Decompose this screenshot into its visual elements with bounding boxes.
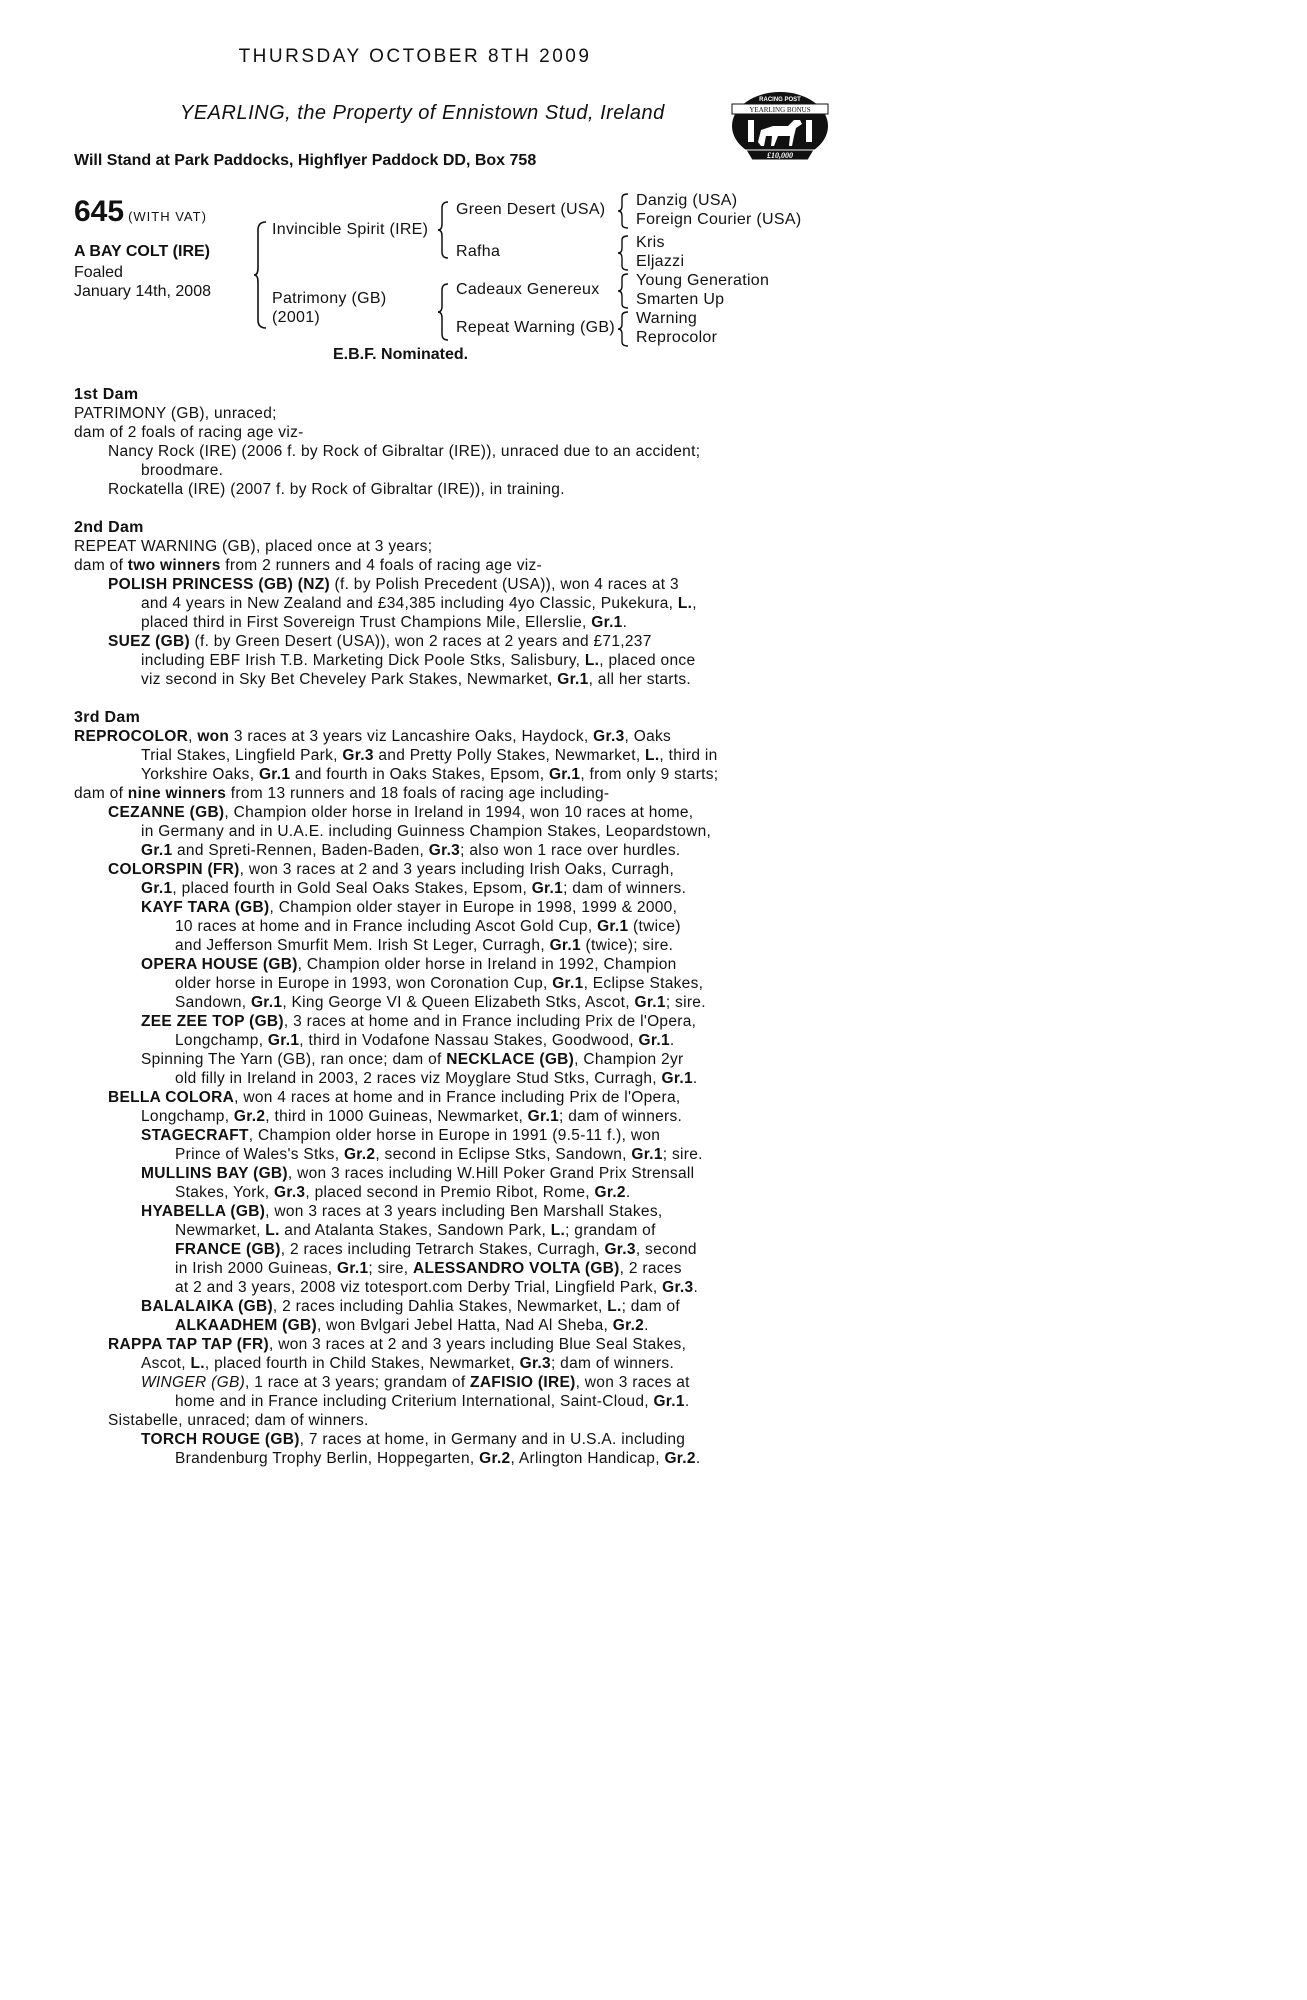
- text-run: , from only 9 starts;: [580, 766, 719, 783]
- text-run: , won 3 races at 2 and 3 years including Blue Seal Stakes,: [268, 1336, 687, 1353]
- text-run: (f. by Green Desert (USA)), won 2 races at 2 years and £71,237: [189, 633, 652, 650]
- horse-name: ZEE ZEE TOP (GB): [141, 1013, 284, 1030]
- text-run: .: [684, 1393, 690, 1410]
- sire-sire-dam: Foreign Courier (USA): [636, 211, 802, 228]
- text-run: Stakes, York,: [175, 1184, 274, 1201]
- horse-name: HYABELLA (GB): [141, 1203, 266, 1220]
- text-line: [74, 1031, 754, 1050]
- text-run: , second in Eclipse Stks, Sandown,: [375, 1146, 632, 1163]
- text-run: Gr.1: [634, 994, 666, 1011]
- dam-sire: Cadeaux Genereux: [456, 281, 600, 298]
- text-run: , Oaks: [624, 728, 672, 745]
- text-run: (twice): [628, 918, 681, 935]
- text-line: [74, 1297, 754, 1316]
- text-run: , third in Vodafone Nassau Stakes, Goodwood,: [299, 1032, 639, 1049]
- text-line: [74, 1354, 754, 1373]
- text-run: ; dam of winners.: [550, 1355, 675, 1372]
- text-run: placed third in First Sovereign Trust Champions Mile, Ellerslie,: [141, 614, 592, 631]
- text-run: ; dam of winners.: [563, 880, 687, 897]
- text-run: Gr.1: [527, 1108, 560, 1125]
- text-run: in Irish 2000 Guineas,: [175, 1260, 337, 1277]
- text-run: and fourth in Oaks Stakes, Epsom,: [290, 766, 549, 783]
- pedigree-brace-3b: [618, 234, 630, 272]
- text-run: at 2 and 3 years, 2008 viz totesport.com Derby Trial, Lingfield Park,: [175, 1279, 663, 1296]
- text-line: [74, 841, 754, 860]
- text-run: Prince of Wales's Stks,: [175, 1146, 344, 1163]
- foaled-info: [74, 263, 211, 301]
- text-line: [74, 670, 754, 689]
- text-line: broodmare.: [141, 462, 224, 479]
- text-run: and Pretty Polly Stakes, Newmarket,: [373, 747, 646, 764]
- text-run: Gr.1: [557, 671, 589, 688]
- text-run: .: [669, 1032, 675, 1049]
- horse-name: WINGER (GB): [141, 1374, 246, 1391]
- sire-dam: Rafha: [456, 243, 501, 260]
- yearling-bonus-badge: [728, 90, 832, 168]
- text-run: Yorkshire Oaks,: [141, 766, 259, 783]
- text-run: , third in: [659, 747, 718, 764]
- text-run: .: [693, 1279, 699, 1296]
- text-run: Gr.3: [604, 1241, 636, 1258]
- text-run: Gr.1: [549, 937, 581, 954]
- dam-sire-dam: Smarten Up: [636, 291, 725, 308]
- text-run: , Champion older horse in Ireland in 1994, won 10 races at home,: [224, 804, 694, 821]
- horse-name: RAPPA TAP TAP (FR): [108, 1336, 269, 1353]
- ebf-nominated: E.B.F. Nominated.: [333, 346, 469, 363]
- text-run: , Champion older horse in Europe in 1991 (9.5-11 f.), won: [248, 1127, 661, 1144]
- text-run: , placed fourth in Gold Seal Oaks Stakes, Epsom,: [172, 880, 532, 897]
- text-line: in Germany and in U.A.E. including Guinness Champion Stakes, Leopardstown,: [141, 823, 712, 840]
- text-run: , Eclipse Stakes,: [583, 975, 704, 992]
- text-line: [74, 1164, 754, 1183]
- text-run: Gr.2: [343, 1146, 376, 1163]
- pedigree-brace-3a: [618, 192, 630, 230]
- horse-name: FRANCE (GB): [175, 1241, 281, 1258]
- sire-sire: Green Desert (USA): [456, 201, 606, 218]
- text-line: [74, 917, 754, 936]
- text-run: Gr.1: [258, 766, 291, 783]
- horse-name: REPROCOLOR: [74, 728, 189, 745]
- text-run: L.: [677, 595, 693, 612]
- text-line: [74, 955, 754, 974]
- text-run: Gr.1: [141, 880, 173, 897]
- text-line: [74, 936, 754, 955]
- text-run: and Jefferson Smurfit Mem. Irish St Leger, Curragh,: [175, 937, 550, 954]
- text-line: [74, 594, 754, 613]
- dam-year: (2001): [272, 309, 321, 326]
- foaled-label: Foaled: [74, 264, 123, 281]
- text-run: Gr.1: [597, 918, 629, 935]
- text-run: home and in France including Criterium International, Saint-Cloud,: [175, 1393, 654, 1410]
- text-line: [74, 1240, 754, 1259]
- text-run: , all her starts.: [588, 671, 692, 688]
- text-run: L.: [265, 1222, 280, 1239]
- horse-name: STAGECRAFT: [141, 1127, 249, 1144]
- text-run: Gr.2: [664, 1450, 696, 1467]
- badge-ribbon-text: YEARLING BONUS: [749, 106, 811, 114]
- sale-subtitle: YEARLING, the Property of Ennistown Stud, Ireland: [180, 102, 665, 124]
- text-run: ; sire,: [368, 1260, 413, 1277]
- horse-name: POLISH PRINCESS (GB) (NZ): [108, 576, 330, 593]
- text-run: Gr.1: [250, 994, 283, 1011]
- text-line: [74, 1050, 754, 1069]
- badge-amount: £10,000: [767, 151, 793, 160]
- text-line: [74, 1069, 754, 1088]
- text-run: from 13 runners and 18 foals of racing age including-: [226, 785, 610, 802]
- text-run: Longchamp,: [175, 1032, 268, 1049]
- text-line: [74, 1373, 754, 1392]
- text-run: .: [695, 1450, 701, 1467]
- text-run: Trial Stakes, Lingfield Park,: [141, 747, 343, 764]
- text-run: including EBF Irish T.B. Marketing Dick Poole Stks, Salisbury,: [141, 652, 585, 669]
- text-run: .: [625, 1184, 631, 1201]
- text-line: [74, 1278, 754, 1297]
- badge-top-text: RACING POST: [759, 97, 801, 103]
- text-line: [74, 765, 754, 784]
- text-run: Gr.1: [141, 842, 173, 859]
- horse-name: TORCH ROUGE (GB): [141, 1431, 300, 1448]
- text-run: nine winners: [127, 785, 227, 802]
- third-dam-section: [74, 708, 754, 1468]
- text-line: [74, 746, 754, 765]
- text-line: REPEAT WARNING (GB), placed once at 3 years;: [74, 538, 433, 555]
- text-run: .: [692, 1070, 698, 1087]
- text-run: Gr.3: [273, 1184, 306, 1201]
- stand-location: Will Stand at Park Paddocks, Highflyer Paddock DD, Box 758: [74, 152, 537, 169]
- text-line: dam of 2 foals of racing age viz-: [74, 424, 304, 441]
- horse-name: ALKAADHEM (GB): [175, 1317, 317, 1334]
- text-line: [74, 993, 754, 1012]
- text-run: L.: [584, 652, 600, 669]
- text-run: Newmarket,: [175, 1222, 266, 1239]
- text-run: ; grandam of: [565, 1222, 656, 1239]
- text-run: , 2 races including Dahlia Stakes, Newmarket,: [272, 1298, 608, 1315]
- text-run: Gr.1: [552, 975, 584, 992]
- sire-dam-sire: Kris: [636, 234, 665, 251]
- text-run: .: [644, 1317, 649, 1334]
- pedigree-brace-main: [254, 220, 268, 330]
- text-run: dam of: [74, 785, 128, 802]
- section-heading: 3rd Dam: [74, 709, 141, 726]
- text-run: , Champion older stayer in Europe in 1998, 1999 & 2000,: [269, 899, 678, 916]
- text-run: Longchamp,: [141, 1108, 234, 1125]
- text-line: [74, 898, 754, 917]
- lot-number: [74, 195, 207, 229]
- text-line: [74, 1202, 754, 1221]
- text-line: [74, 1145, 754, 1164]
- text-run: , third in 1000 Guineas, Newmarket,: [265, 1108, 528, 1125]
- text-run: ; dam of: [621, 1298, 680, 1315]
- text-line: [74, 1335, 754, 1354]
- horse-name: KAYF TARA (GB): [141, 899, 270, 916]
- text-run: , won 3 races at 2 and 3 years including Irish Oaks, Curragh,: [239, 861, 675, 878]
- sire-sire-sire: Danzig (USA): [636, 192, 738, 209]
- text-run: Gr.1: [548, 766, 581, 783]
- text-line: Rockatella (IRE) (2007 f. by Rock of Gibraltar (IRE)), in training.: [108, 481, 565, 498]
- text-line: [74, 974, 754, 993]
- foaled-date: January 14th, 2008: [74, 283, 211, 300]
- text-line: [74, 1107, 754, 1126]
- lot-number-value: 645: [74, 195, 125, 228]
- text-run: , won 3 races including W.Hill Poker Grand Prix Strensall: [287, 1165, 695, 1182]
- text-line: [74, 1183, 754, 1202]
- text-run: , 2 races: [619, 1260, 682, 1277]
- text-line: [74, 1221, 754, 1240]
- text-run: , Arlington Handicap,: [510, 1450, 665, 1467]
- dam-dam: Repeat Warning (GB): [456, 319, 615, 336]
- text-run: , 7 races at home, in Germany and in U.S.A. including: [299, 1431, 686, 1448]
- first-dam-section: [74, 385, 754, 499]
- text-run: , won 4 races at home and in France including Prix de l'Opera,: [234, 1089, 681, 1106]
- horse-name: MULLINS BAY (GB): [141, 1165, 288, 1182]
- text-run: Gr.1: [267, 1032, 300, 1049]
- text-run: ; dam of winners.: [559, 1108, 683, 1125]
- pedigree-brace-3d: [618, 310, 630, 348]
- text-line: [74, 1259, 754, 1278]
- text-line: [74, 727, 754, 746]
- sire-dam-dam: Eljazzi: [636, 253, 685, 270]
- text-line: [74, 1316, 754, 1335]
- text-run: L.: [550, 1222, 566, 1239]
- text-run: Brandenburg Trophy Berlin, Hoppegarten,: [175, 1450, 480, 1467]
- text-line: [74, 1392, 754, 1411]
- text-line: Nancy Rock (IRE) (2006 f. by Rock of Gibraltar (IRE)), unraced due to an accident;: [108, 443, 701, 460]
- dam: Patrimony (GB): [272, 290, 387, 307]
- text-run: ; also won 1 race over hurdles.: [460, 842, 681, 859]
- text-run: , won 3 races at: [575, 1374, 690, 1391]
- text-run: Gr.2: [612, 1317, 645, 1334]
- text-run: Gr.1: [631, 1146, 663, 1163]
- pedigree-brace-3c: [618, 272, 630, 310]
- text-run: ; sire.: [665, 994, 706, 1011]
- dam-dam-dam: Reprocolor: [636, 329, 718, 346]
- horse-name: SUEZ (GB): [108, 633, 190, 650]
- text-run: 10 races at home and in France including Ascot Gold Cup,: [175, 918, 598, 935]
- text-run: , 2 races including Tetrarch Stakes, Curragh,: [280, 1241, 605, 1258]
- horse-name: COLORSPIN (FR): [108, 861, 240, 878]
- text-line: [74, 651, 754, 670]
- horse-name: A BAY COLT (IRE): [74, 243, 211, 260]
- text-run: older horse in Europe in 1993, won Coronation Cup,: [175, 975, 553, 992]
- text-line: [74, 575, 754, 594]
- vat-note: (WITH VAT): [128, 209, 207, 224]
- text-run: (f. by Polish Precedent (USA)), won 4 races at 3: [329, 576, 679, 593]
- text-run: , Champion older horse in Ireland in 1992, Champion: [297, 956, 677, 973]
- dam-dam-sire: Warning: [636, 310, 698, 327]
- text-run: from 2 runners and 4 foals of racing age viz-: [220, 557, 543, 574]
- text-run: Gr.3: [342, 747, 374, 764]
- text-run: Gr.1: [531, 880, 564, 897]
- horse-name: NECKLACE (GB): [446, 1051, 575, 1068]
- text-run: won: [197, 728, 230, 745]
- text-run: Sandown,: [175, 994, 251, 1011]
- text-run: , placed fourth in Child Stakes, Newmarket,: [204, 1355, 520, 1372]
- pedigree-brace-sire: [438, 200, 450, 260]
- text-run: viz second in Sky Bet Cheveley Park Stakes, Newmarket,: [141, 671, 558, 688]
- text-line: [74, 879, 754, 898]
- page-date: THURSDAY OCTOBER 8TH 2009: [238, 46, 592, 67]
- text-line: Sistabelle, unraced; dam of winners.: [108, 1412, 369, 1429]
- horse-name: BELLA COLORA: [108, 1089, 235, 1106]
- text-run: L.: [645, 747, 660, 764]
- text-line: [74, 860, 754, 879]
- text-run: ,: [692, 595, 697, 612]
- section-heading: 1st Dam: [74, 386, 139, 403]
- text-run: , 1 race at 3 years; grandam of: [245, 1374, 471, 1391]
- text-line: PATRIMONY (GB), unraced;: [74, 405, 277, 422]
- text-run: Spinning The Yarn (GB), ran once; dam of: [141, 1051, 447, 1068]
- text-run: Gr.2: [594, 1184, 626, 1201]
- section-heading: 2nd Dam: [74, 519, 144, 536]
- text-run: Gr.3: [519, 1355, 551, 1372]
- text-run: and 4 years in New Zealand and £34,385 including 4yo Classic, Pukekura,: [141, 595, 678, 612]
- horse-name: CEZANNE (GB): [108, 804, 225, 821]
- text-run: ; sire.: [662, 1146, 703, 1163]
- text-run: Gr.2: [479, 1450, 511, 1467]
- text-run: and Spreti-Rennen, Baden-Baden,: [172, 842, 429, 859]
- text-run: Gr.1: [337, 1260, 369, 1277]
- text-run: , King George VI & Queen Elizabeth Stks, Ascot,: [282, 994, 635, 1011]
- text-line: [74, 556, 754, 575]
- text-run: , 3 races at home and in France including Prix de l'Opera,: [283, 1013, 697, 1030]
- text-run: 3 races at 3 years viz Lancashire Oaks, Haydock,: [229, 728, 594, 745]
- text-run: ,: [188, 728, 198, 745]
- text-run: Gr.3: [593, 728, 625, 745]
- second-dam-section: [74, 518, 754, 689]
- horse-name: ALESSANDRO VOLTA (GB): [412, 1260, 620, 1277]
- text-run: , won Bvlgari Jebel Hatta, Nad Al Sheba,: [316, 1317, 613, 1334]
- sire: Invincible Spirit (IRE): [272, 221, 429, 238]
- text-run: Gr.1: [661, 1070, 693, 1087]
- horse-name: BALALAIKA (GB): [141, 1298, 273, 1315]
- text-run: (twice); sire.: [580, 937, 674, 954]
- text-line: [74, 1012, 754, 1031]
- text-line: [74, 1088, 754, 1107]
- text-run: Ascot,: [141, 1355, 191, 1372]
- text-run: , won 3 races at 3 years including Ben Marshall Stakes,: [265, 1203, 663, 1220]
- horse-name: ZAFISIO (IRE): [470, 1374, 576, 1391]
- text-line: [74, 632, 754, 651]
- text-run: .: [622, 614, 628, 631]
- text-run: Gr.1: [591, 614, 623, 631]
- text-run: , Champion 2yr: [574, 1051, 684, 1068]
- text-line: [74, 803, 754, 822]
- text-line: [74, 1126, 754, 1145]
- text-run: , placed once: [599, 652, 696, 669]
- text-run: dam of: [74, 557, 128, 574]
- text-run: and Atalanta Stakes, Sandown Park,: [279, 1222, 551, 1239]
- text-run: two winners: [127, 557, 221, 574]
- text-run: , placed second in Premio Ribot, Rome,: [305, 1184, 595, 1201]
- text-run: L.: [607, 1298, 622, 1315]
- text-run: L.: [190, 1355, 205, 1372]
- horse-name: OPERA HOUSE (GB): [141, 956, 298, 973]
- text-line: [74, 1449, 754, 1468]
- text-run: Gr.2: [233, 1108, 266, 1125]
- text-run: , second: [635, 1241, 697, 1258]
- text-run: Gr.3: [662, 1279, 694, 1296]
- text-run: Gr.1: [638, 1032, 670, 1049]
- text-run: Gr.1: [653, 1393, 685, 1410]
- text-line: [74, 1430, 754, 1449]
- dam-sire-sire: Young Generation: [636, 272, 770, 289]
- pedigree-brace-dam: [438, 282, 450, 342]
- text-run: Gr.3: [428, 842, 461, 859]
- text-line: [74, 784, 754, 803]
- text-run: old filly in Ireland in 2003, 2 races viz Moyglare Stud Stks, Curragh,: [175, 1070, 662, 1087]
- text-line: [74, 613, 754, 632]
